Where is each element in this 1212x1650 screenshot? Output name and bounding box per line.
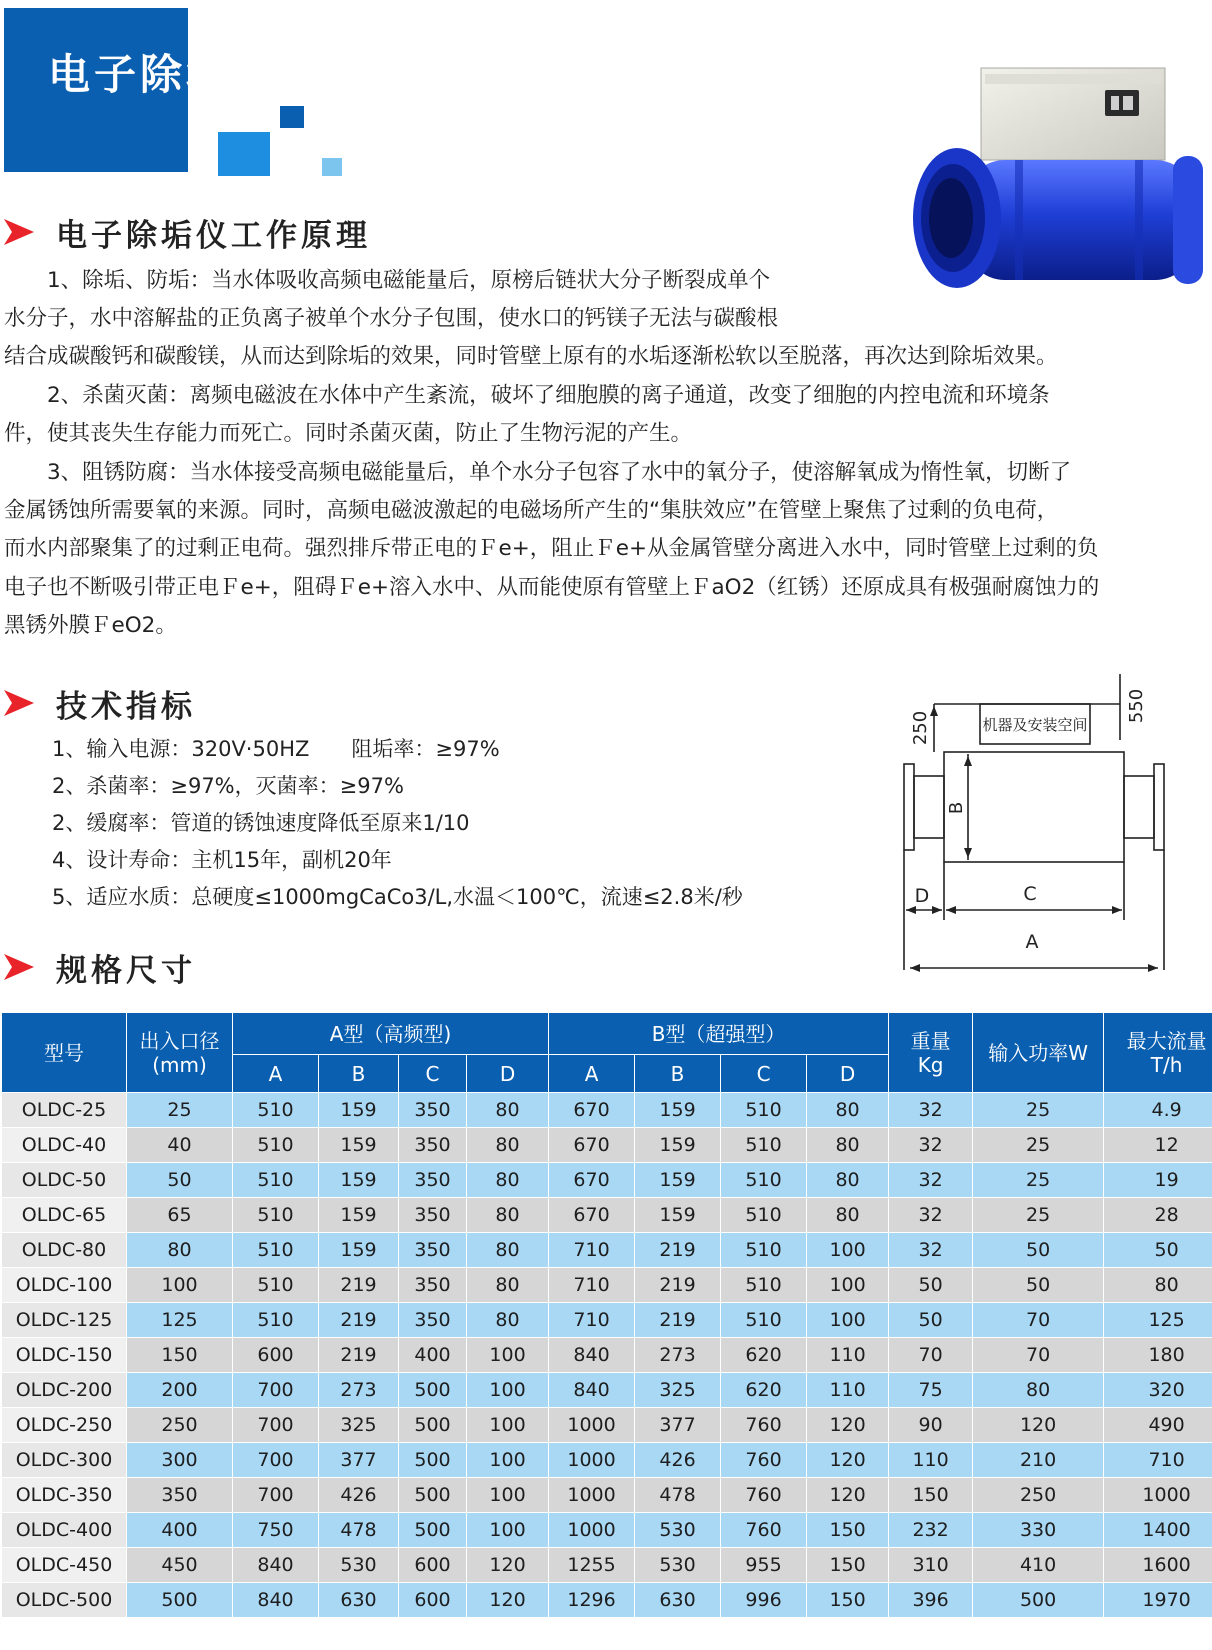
table-cell: 710 [549, 1233, 635, 1268]
principle-line: 件，使其丧失生存能力而死亡。同时杀菌灭菌，防止了生物污泥的产生。 [4, 421, 693, 446]
table-cell: 232 [889, 1513, 973, 1548]
table-cell: 510 [721, 1268, 807, 1303]
principle-line: 3、阻锈防腐：当水体接受高频电磁能量后，单个水分子包容了水中的氧分子，使溶解氧成为惰性氧，切断了 [4, 460, 1072, 485]
decor-square-light [322, 158, 342, 176]
table-cell: 159 [319, 1163, 399, 1198]
table-cell: 1000 [549, 1513, 635, 1548]
table-cell: 620 [721, 1373, 807, 1408]
principle-line: 结合成碳酸钙和碳酸镁，从而达到除垢的效果，同时管壁上原有的水垢逐渐松软以至脱落，再次达到除垢效果。 [4, 344, 1058, 369]
table-cell: 1000 [1104, 1478, 1212, 1513]
table-cell: 1400 [1104, 1513, 1212, 1548]
header-model: 型号 [2, 1013, 127, 1093]
table-cell: 219 [319, 1338, 399, 1373]
table-cell: 478 [635, 1478, 721, 1513]
table-cell: 150 [807, 1583, 889, 1618]
table-row [2, 1128, 1212, 1163]
header-b-sub: A [549, 1055, 635, 1093]
table-cell: 100 [127, 1268, 233, 1303]
table-cell: 500 [399, 1513, 467, 1548]
table-cell: 80 [807, 1198, 889, 1233]
table-cell: 40 [127, 1128, 233, 1163]
spec-line: 1、输入电源：320V·50HZ 阻垢率：≥97% [52, 737, 500, 761]
table-cell: 80 [1104, 1268, 1212, 1303]
table-cell: 120 [807, 1408, 889, 1443]
table-cell: 250 [127, 1408, 233, 1443]
table-cell: 490 [1104, 1408, 1212, 1443]
header-a-sub: D [467, 1055, 549, 1093]
table-cell: 500 [399, 1408, 467, 1443]
decor-square-large [218, 132, 270, 176]
table-cell: 1970 [1104, 1583, 1212, 1618]
table-cell: 4.9 [1104, 1093, 1212, 1128]
model-cell: OLDC-350 [2, 1478, 127, 1513]
header-power: 输入功率W [973, 1013, 1104, 1093]
table-cell: 530 [635, 1548, 721, 1583]
principle-line: 2、杀菌灭菌：离频电磁波在水体中产生紊流，破坏了细胞膜的离子通道，改变了细胞的内控电流和环境条 [4, 383, 1050, 408]
dimensions-heading [0, 947, 196, 987]
table-cell: 670 [549, 1163, 635, 1198]
table-cell: 50 [889, 1268, 973, 1303]
principle-heading [0, 212, 371, 252]
principle-line: 电子也不断吸引带正电Ｆe+，阻碍Ｆe+溶入水中、从而能使原有管壁上ＦaO2（红锈）还原成具有极强耐腐蚀力的 [4, 575, 1100, 600]
table-cell: 219 [635, 1233, 721, 1268]
table-cell: 80 [467, 1163, 549, 1198]
table-cell: 840 [549, 1373, 635, 1408]
table-cell: 630 [635, 1583, 721, 1618]
table-cell: 510 [721, 1303, 807, 1338]
table-cell: 396 [889, 1583, 973, 1618]
page-title: 电子除垢仪 [48, 50, 279, 99]
table-cell: 450 [127, 1548, 233, 1583]
table-cell: 710 [549, 1268, 635, 1303]
table-cell: 219 [319, 1268, 399, 1303]
table-row [2, 1303, 1212, 1338]
table-cell: 350 [127, 1478, 233, 1513]
table-cell: 159 [635, 1093, 721, 1128]
table-cell: 530 [319, 1548, 399, 1583]
table-cell: 32 [889, 1198, 973, 1233]
dimensions-title: 规格尺寸 [56, 952, 196, 989]
table-cell: 50 [127, 1163, 233, 1198]
table-row [2, 1583, 1212, 1618]
table-cell: 350 [399, 1303, 467, 1338]
table-cell: 273 [635, 1338, 721, 1373]
table-cell: 840 [233, 1583, 319, 1618]
table-cell: 670 [549, 1128, 635, 1163]
model-cell: OLDC-50 [2, 1163, 127, 1198]
table-cell: 210 [973, 1443, 1104, 1478]
table-cell: 350 [399, 1233, 467, 1268]
table-cell: 219 [635, 1268, 721, 1303]
table-cell: 25 [973, 1093, 1104, 1128]
table-cell: 80 [807, 1128, 889, 1163]
table-cell: 70 [973, 1303, 1104, 1338]
table-cell: 32 [889, 1093, 973, 1128]
table-cell: 1000 [549, 1443, 635, 1478]
table-cell: 510 [721, 1233, 807, 1268]
table-cell: 1000 [549, 1408, 635, 1443]
dim-550-label: 550 [1126, 688, 1147, 724]
dim-a-label: A [1025, 931, 1039, 953]
table-cell: 75 [889, 1373, 973, 1408]
table-cell: 80 [467, 1128, 549, 1163]
table-cell: 510 [233, 1268, 319, 1303]
table-cell: 70 [973, 1338, 1104, 1373]
principle-line: 而水内部聚集了的过剩正电荷。强烈排斥带正电的Ｆe+，阻止Ｆe+从金属管壁分离进入水中，同时管壁上过剩的负 [4, 536, 1099, 561]
header-weight: 重量Kg [889, 1013, 973, 1093]
specs-heading [0, 683, 196, 723]
table-cell: 80 [807, 1093, 889, 1128]
table-cell: 510 [233, 1093, 319, 1128]
table-cell: 120 [807, 1443, 889, 1478]
table-cell: 840 [233, 1548, 319, 1583]
table-cell: 159 [635, 1198, 721, 1233]
table-cell: 996 [721, 1583, 807, 1618]
model-cell: OLDC-80 [2, 1233, 127, 1268]
table-cell: 12 [1104, 1128, 1212, 1163]
table-row [2, 1548, 1212, 1583]
table-cell: 310 [889, 1548, 973, 1583]
table-cell: 159 [319, 1198, 399, 1233]
principle-line: 黑锈外膜ＦeO2。 [4, 613, 177, 638]
table-cell: 510 [233, 1233, 319, 1268]
table-cell: 760 [721, 1408, 807, 1443]
table-cell: 410 [973, 1548, 1104, 1583]
table-cell: 700 [233, 1373, 319, 1408]
dimension-diagram [880, 670, 1180, 990]
table-cell: 25 [973, 1198, 1104, 1233]
table-cell: 710 [1104, 1443, 1212, 1478]
table-cell: 760 [721, 1513, 807, 1548]
table-cell: 350 [399, 1198, 467, 1233]
table-cell: 50 [889, 1303, 973, 1338]
table-cell: 100 [467, 1443, 549, 1478]
table-cell: 150 [889, 1478, 973, 1513]
table-cell: 32 [889, 1128, 973, 1163]
table-row [2, 1093, 1212, 1128]
table-cell: 200 [127, 1373, 233, 1408]
table-cell: 80 [467, 1303, 549, 1338]
table-cell: 350 [399, 1163, 467, 1198]
table-cell: 32 [889, 1233, 973, 1268]
model-cell: OLDC-450 [2, 1548, 127, 1583]
table-cell: 530 [635, 1513, 721, 1548]
dim-b-label: B [946, 801, 967, 815]
table-cell: 150 [807, 1513, 889, 1548]
table-cell: 32 [889, 1163, 973, 1198]
model-cell: OLDC-500 [2, 1583, 127, 1618]
table-cell: 50 [973, 1233, 1104, 1268]
table-cell: 510 [721, 1163, 807, 1198]
table-cell: 180 [1104, 1338, 1212, 1373]
table-cell: 50 [973, 1268, 1104, 1303]
table-cell: 1600 [1104, 1548, 1212, 1583]
table-row [2, 1198, 1212, 1233]
table-cell: 500 [399, 1443, 467, 1478]
table-cell: 159 [319, 1233, 399, 1268]
model-cell: OLDC-400 [2, 1513, 127, 1548]
spec-line: 4、设计寿命：主机15年，副机20年 [52, 848, 392, 872]
table-cell: 510 [721, 1198, 807, 1233]
table-cell: 250 [973, 1478, 1104, 1513]
table-cell: 500 [399, 1373, 467, 1408]
model-cell: OLDC-250 [2, 1408, 127, 1443]
table-cell: 840 [549, 1338, 635, 1373]
table-cell: 350 [399, 1093, 467, 1128]
principle-title: 电子除垢仪工作原理 [56, 217, 371, 254]
table-cell: 80 [467, 1268, 549, 1303]
table-cell: 65 [127, 1198, 233, 1233]
table-cell: 100 [467, 1408, 549, 1443]
principle-line: 金属锈蚀所需要氧的来源。同时，高频电磁波激起的电磁场所产生的“集肤效应”在管壁上聚焦了过剩的负电荷， [4, 498, 1059, 523]
table-cell: 100 [807, 1303, 889, 1338]
table-cell: 700 [233, 1443, 319, 1478]
table-cell: 110 [807, 1373, 889, 1408]
table-row [2, 1373, 1212, 1408]
table-cell: 100 [467, 1478, 549, 1513]
header-a-sub: B [319, 1055, 399, 1093]
table-cell: 80 [973, 1373, 1104, 1408]
table-cell: 80 [467, 1093, 549, 1128]
table-cell: 330 [973, 1513, 1104, 1548]
table-cell: 600 [399, 1548, 467, 1583]
header-b-group: B型（超强型） [549, 1013, 889, 1055]
table-cell: 150 [807, 1548, 889, 1583]
table-cell: 630 [319, 1583, 399, 1618]
header-b-sub: C [721, 1055, 807, 1093]
table-cell: 25 [127, 1093, 233, 1128]
spec-line: 2、杀菌率：≥97%，灭菌率：≥97% [52, 774, 404, 798]
table-cell: 19 [1104, 1163, 1212, 1198]
header-port: 出入口径(mm) [127, 1013, 233, 1093]
install-space-label: 机器及安装空间 [982, 716, 1088, 734]
table-cell: 125 [127, 1303, 233, 1338]
table-cell: 100 [807, 1268, 889, 1303]
table-row [2, 1478, 1212, 1513]
table-cell: 273 [319, 1373, 399, 1408]
table-cell: 500 [973, 1583, 1104, 1618]
table-row [2, 1233, 1212, 1268]
table-cell: 510 [721, 1093, 807, 1128]
table-cell: 600 [399, 1583, 467, 1618]
table-cell: 325 [319, 1408, 399, 1443]
header-a-group: A型（高频型) [233, 1013, 549, 1055]
table-row [2, 1443, 1212, 1478]
model-cell: OLDC-100 [2, 1268, 127, 1303]
table-cell: 159 [319, 1093, 399, 1128]
table-cell: 955 [721, 1548, 807, 1583]
table-cell: 90 [889, 1408, 973, 1443]
table-cell: 750 [233, 1513, 319, 1548]
table-cell: 600 [233, 1338, 319, 1373]
chevron-right-icon [4, 688, 34, 718]
table-cell: 120 [973, 1408, 1104, 1443]
table-cell: 159 [635, 1163, 721, 1198]
table-cell: 510 [233, 1163, 319, 1198]
table-cell: 120 [807, 1478, 889, 1513]
table-cell: 120 [467, 1548, 549, 1583]
table-cell: 28 [1104, 1198, 1212, 1233]
model-cell: OLDC-40 [2, 1128, 127, 1163]
table-row [2, 1268, 1212, 1303]
header-b-sub: B [635, 1055, 721, 1093]
table-cell: 700 [233, 1478, 319, 1513]
table-cell: 500 [399, 1478, 467, 1513]
table-cell: 426 [319, 1478, 399, 1513]
header-b-sub: D [807, 1055, 889, 1093]
table-cell: 710 [549, 1303, 635, 1338]
table-cell: 25 [973, 1128, 1104, 1163]
table-cell: 80 [127, 1233, 233, 1268]
table-cell: 320 [1104, 1373, 1212, 1408]
table-cell: 377 [319, 1443, 399, 1478]
table-cell: 1296 [549, 1583, 635, 1618]
header-a-sub: C [399, 1055, 467, 1093]
table-row [2, 1408, 1212, 1443]
spec-table [1, 1012, 1212, 1618]
header-flow: 最大流量T/h [1104, 1013, 1212, 1093]
table-cell: 110 [807, 1338, 889, 1373]
table-cell: 120 [467, 1583, 549, 1618]
table-cell: 219 [319, 1303, 399, 1338]
table-cell: 377 [635, 1408, 721, 1443]
specs-title: 技术指标 [56, 688, 196, 725]
table-cell: 400 [399, 1338, 467, 1373]
model-cell: OLDC-25 [2, 1093, 127, 1128]
table-cell: 760 [721, 1443, 807, 1478]
spec-line: 5、适应水质：总硬度≤1000mgCaCo3/L,水温＜100℃，流速≤2.8米/秒 [52, 885, 743, 909]
table-cell: 100 [807, 1233, 889, 1268]
table-cell: 125 [1104, 1303, 1212, 1338]
table-cell: 80 [467, 1233, 549, 1268]
table-cell: 700 [233, 1408, 319, 1443]
header-a-sub: A [233, 1055, 319, 1093]
table-cell: 159 [635, 1128, 721, 1163]
dim-250-label: 250 [910, 710, 931, 746]
product-image [895, 60, 1212, 310]
table-cell: 100 [467, 1338, 549, 1373]
table-cell: 25 [973, 1163, 1104, 1198]
table-cell: 100 [467, 1373, 549, 1408]
table-cell: 510 [721, 1128, 807, 1163]
table-row [2, 1338, 1212, 1373]
table-cell: 400 [127, 1513, 233, 1548]
principle-line: 水分子，水中溶解盐的正负离子被单个水分子包围，使水口的钙镁子无法与碳酸根 [4, 306, 779, 331]
table-cell: 1000 [549, 1478, 635, 1513]
dim-c-label: C [1023, 883, 1037, 905]
table-cell: 350 [399, 1128, 467, 1163]
model-cell: OLDC-200 [2, 1373, 127, 1408]
table-cell: 159 [319, 1128, 399, 1163]
table-cell: 80 [807, 1163, 889, 1198]
chevron-right-icon [4, 952, 34, 982]
table-cell: 110 [889, 1443, 973, 1478]
table-cell: 300 [127, 1443, 233, 1478]
table-cell: 500 [127, 1583, 233, 1618]
table-cell: 219 [635, 1303, 721, 1338]
model-cell: OLDC-150 [2, 1338, 127, 1373]
decor-square-dark [280, 106, 304, 128]
table-cell: 50 [1104, 1233, 1212, 1268]
table-cell: 80 [467, 1198, 549, 1233]
table-cell: 478 [319, 1513, 399, 1548]
table-cell: 150 [127, 1338, 233, 1373]
table-cell: 510 [233, 1128, 319, 1163]
chevron-right-icon [4, 217, 34, 247]
table-cell: 670 [549, 1093, 635, 1128]
table-body [2, 1093, 1212, 1618]
table-cell: 1255 [549, 1548, 635, 1583]
principle-line: 1、除垢、防垢：当水体吸收高频电磁能量后，原榜后链状大分子断裂成单个 [4, 268, 771, 293]
table-cell: 325 [635, 1373, 721, 1408]
table-cell: 350 [399, 1268, 467, 1303]
table-cell: 620 [721, 1338, 807, 1373]
table-row [2, 1513, 1212, 1548]
spec-line: 2、缓腐率：管道的锈蚀速度降低至原来1/10 [52, 811, 470, 835]
table-cell: 426 [635, 1443, 721, 1478]
table-cell: 510 [233, 1198, 319, 1233]
table-cell: 670 [549, 1198, 635, 1233]
table-cell: 510 [233, 1303, 319, 1338]
table-cell: 760 [721, 1478, 807, 1513]
dim-d-label: D [914, 885, 930, 907]
table-row [2, 1163, 1212, 1198]
model-cell: OLDC-300 [2, 1443, 127, 1478]
table-cell: 100 [467, 1513, 549, 1548]
model-cell: OLDC-65 [2, 1198, 127, 1233]
model-cell: OLDC-125 [2, 1303, 127, 1338]
table-cell: 70 [889, 1338, 973, 1373]
